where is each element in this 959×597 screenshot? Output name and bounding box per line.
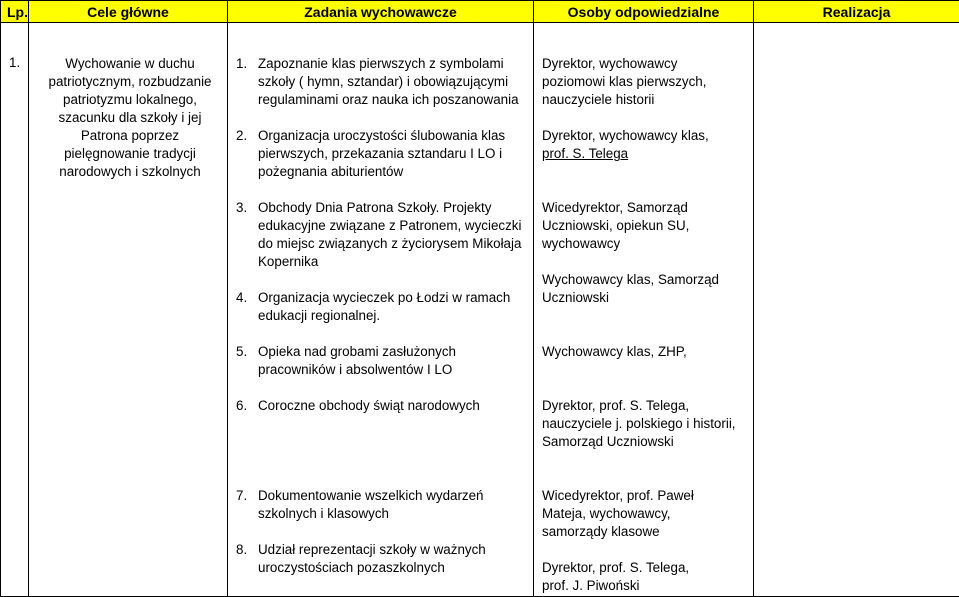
- task-line: szkolnych i klasowych: [258, 505, 527, 523]
- responsible-line: Wicedyrektor, prof. Paweł: [542, 487, 747, 505]
- header-responsible: Osoby odpowiedzialne: [534, 1, 754, 23]
- header-tasks: Zadania wychowawcze: [228, 1, 534, 23]
- task-line: regulaminami oraz nauka ich poszanowania: [258, 91, 527, 109]
- header-realization: Realizacja: [754, 1, 959, 23]
- responsible-line: prof. J. Piwoński: [542, 577, 747, 595]
- task-number: 5.: [236, 343, 258, 379]
- task-item: [236, 289, 527, 325]
- responsible-line: Dyrektor, wychowawcy klas,: [542, 127, 747, 145]
- responsible-line: Uczniowski: [542, 289, 747, 307]
- task-line: szkoły ( hymn, sztandar) i obowiązującymi: [258, 73, 527, 91]
- task-line: edukacji regionalnej.: [258, 307, 527, 325]
- task-number: 3.: [236, 199, 258, 271]
- task-line: Organizacja wycieczek po Łodzi w ramach: [258, 289, 527, 307]
- responsible-line: Dyrektor, wychowawcy: [542, 55, 747, 73]
- goal-line: szacunku dla szkoły i jej: [37, 109, 223, 127]
- task-line: Kopernika: [258, 253, 527, 271]
- row-number: 1.: [1, 23, 29, 597]
- task-item: [236, 487, 527, 523]
- task-number: 1.: [236, 55, 258, 109]
- task-item: [236, 541, 527, 577]
- responsible-line: Dyrektor, prof. S. Telega,: [542, 397, 747, 415]
- task-line: pożegnania abiturientów: [258, 163, 527, 181]
- task-number: 4.: [236, 289, 258, 325]
- task-number: 2.: [236, 127, 258, 181]
- header-row: [1, 1, 959, 23]
- tasks-cell: [228, 23, 534, 597]
- header-lp: Lp.: [1, 1, 29, 23]
- responsible-line: prof. S. Telega: [542, 145, 747, 163]
- task-line: do miejsc związanych z życiorysem Mikołaja: [258, 235, 527, 253]
- task-line: pracowników i absolwentów I LO: [258, 361, 527, 379]
- task-item: [236, 199, 527, 271]
- responsible-line: Dyrektor, prof. S. Telega,: [542, 559, 747, 577]
- responsible-line: Wychowawcy klas, ZHP,: [542, 343, 747, 361]
- header-goals: Cele główne: [29, 1, 228, 23]
- task-line: Zapoznanie klas pierwszych z symbolami: [258, 55, 527, 73]
- task-line: edukacyjne związane z Patronem, wycieczki: [258, 217, 527, 235]
- responsible-line: nauczyciele j. polskiego i historii,: [542, 415, 747, 433]
- task-line: pierwszych, przekazania sztandaru I LO i: [258, 145, 527, 163]
- goal-line: Patrona poprzez: [37, 127, 223, 145]
- responsible-line: Samorząd Uczniowski: [542, 433, 747, 451]
- goal-line: patriotycznym, rozbudzanie: [37, 73, 223, 91]
- responsible-line: nauczyciele historii: [542, 91, 747, 109]
- task-item: [236, 55, 527, 109]
- task-line: Obchody Dnia Patrona Szkoły. Projekty: [258, 199, 527, 217]
- realization-cell: [754, 23, 959, 597]
- task-line: uroczystościach pozaszkolnych: [258, 559, 527, 577]
- task-line: Udział reprezentacji szkoły w ważnych: [258, 541, 527, 559]
- goal-line: narodowych i szkolnych: [37, 163, 223, 181]
- task-number: 8.: [236, 541, 258, 577]
- responsible-line: wychowawcy: [542, 235, 747, 253]
- responsible-line: Uczniowski, opiekun SU,: [542, 217, 747, 235]
- responsible-line: Wicedyrektor, Samorząd: [542, 199, 747, 217]
- goal-line: Wychowanie w duchu: [37, 55, 223, 73]
- goal-line: pielęgnowanie tradycji: [37, 145, 223, 163]
- task-item: [236, 397, 527, 415]
- table-row: [1, 23, 959, 597]
- goal-cell: [29, 23, 228, 597]
- task-number: 6.: [236, 397, 258, 415]
- task-line: Organizacja uroczystości ślubowania klas: [258, 127, 527, 145]
- task-item: [236, 127, 527, 181]
- responsible-line: samorządy klasowe: [542, 523, 747, 541]
- responsible-line: Mateja, wychowawcy,: [542, 505, 747, 523]
- task-item: [236, 343, 527, 379]
- task-line: Dokumentowanie wszelkich wydarzeń: [258, 487, 527, 505]
- responsible-line: Wychowawcy klas, Samorząd: [542, 271, 747, 289]
- responsible-line: poziomowi klas pierwszych,: [542, 73, 747, 91]
- task-line: Opieka nad grobami zasłużonych: [258, 343, 527, 361]
- goal-line: patriotyzmu lokalnego,: [37, 91, 223, 109]
- responsible-cell: [534, 23, 754, 597]
- task-number: 7.: [236, 487, 258, 523]
- task-line: Coroczne obchody świąt narodowych: [258, 397, 527, 415]
